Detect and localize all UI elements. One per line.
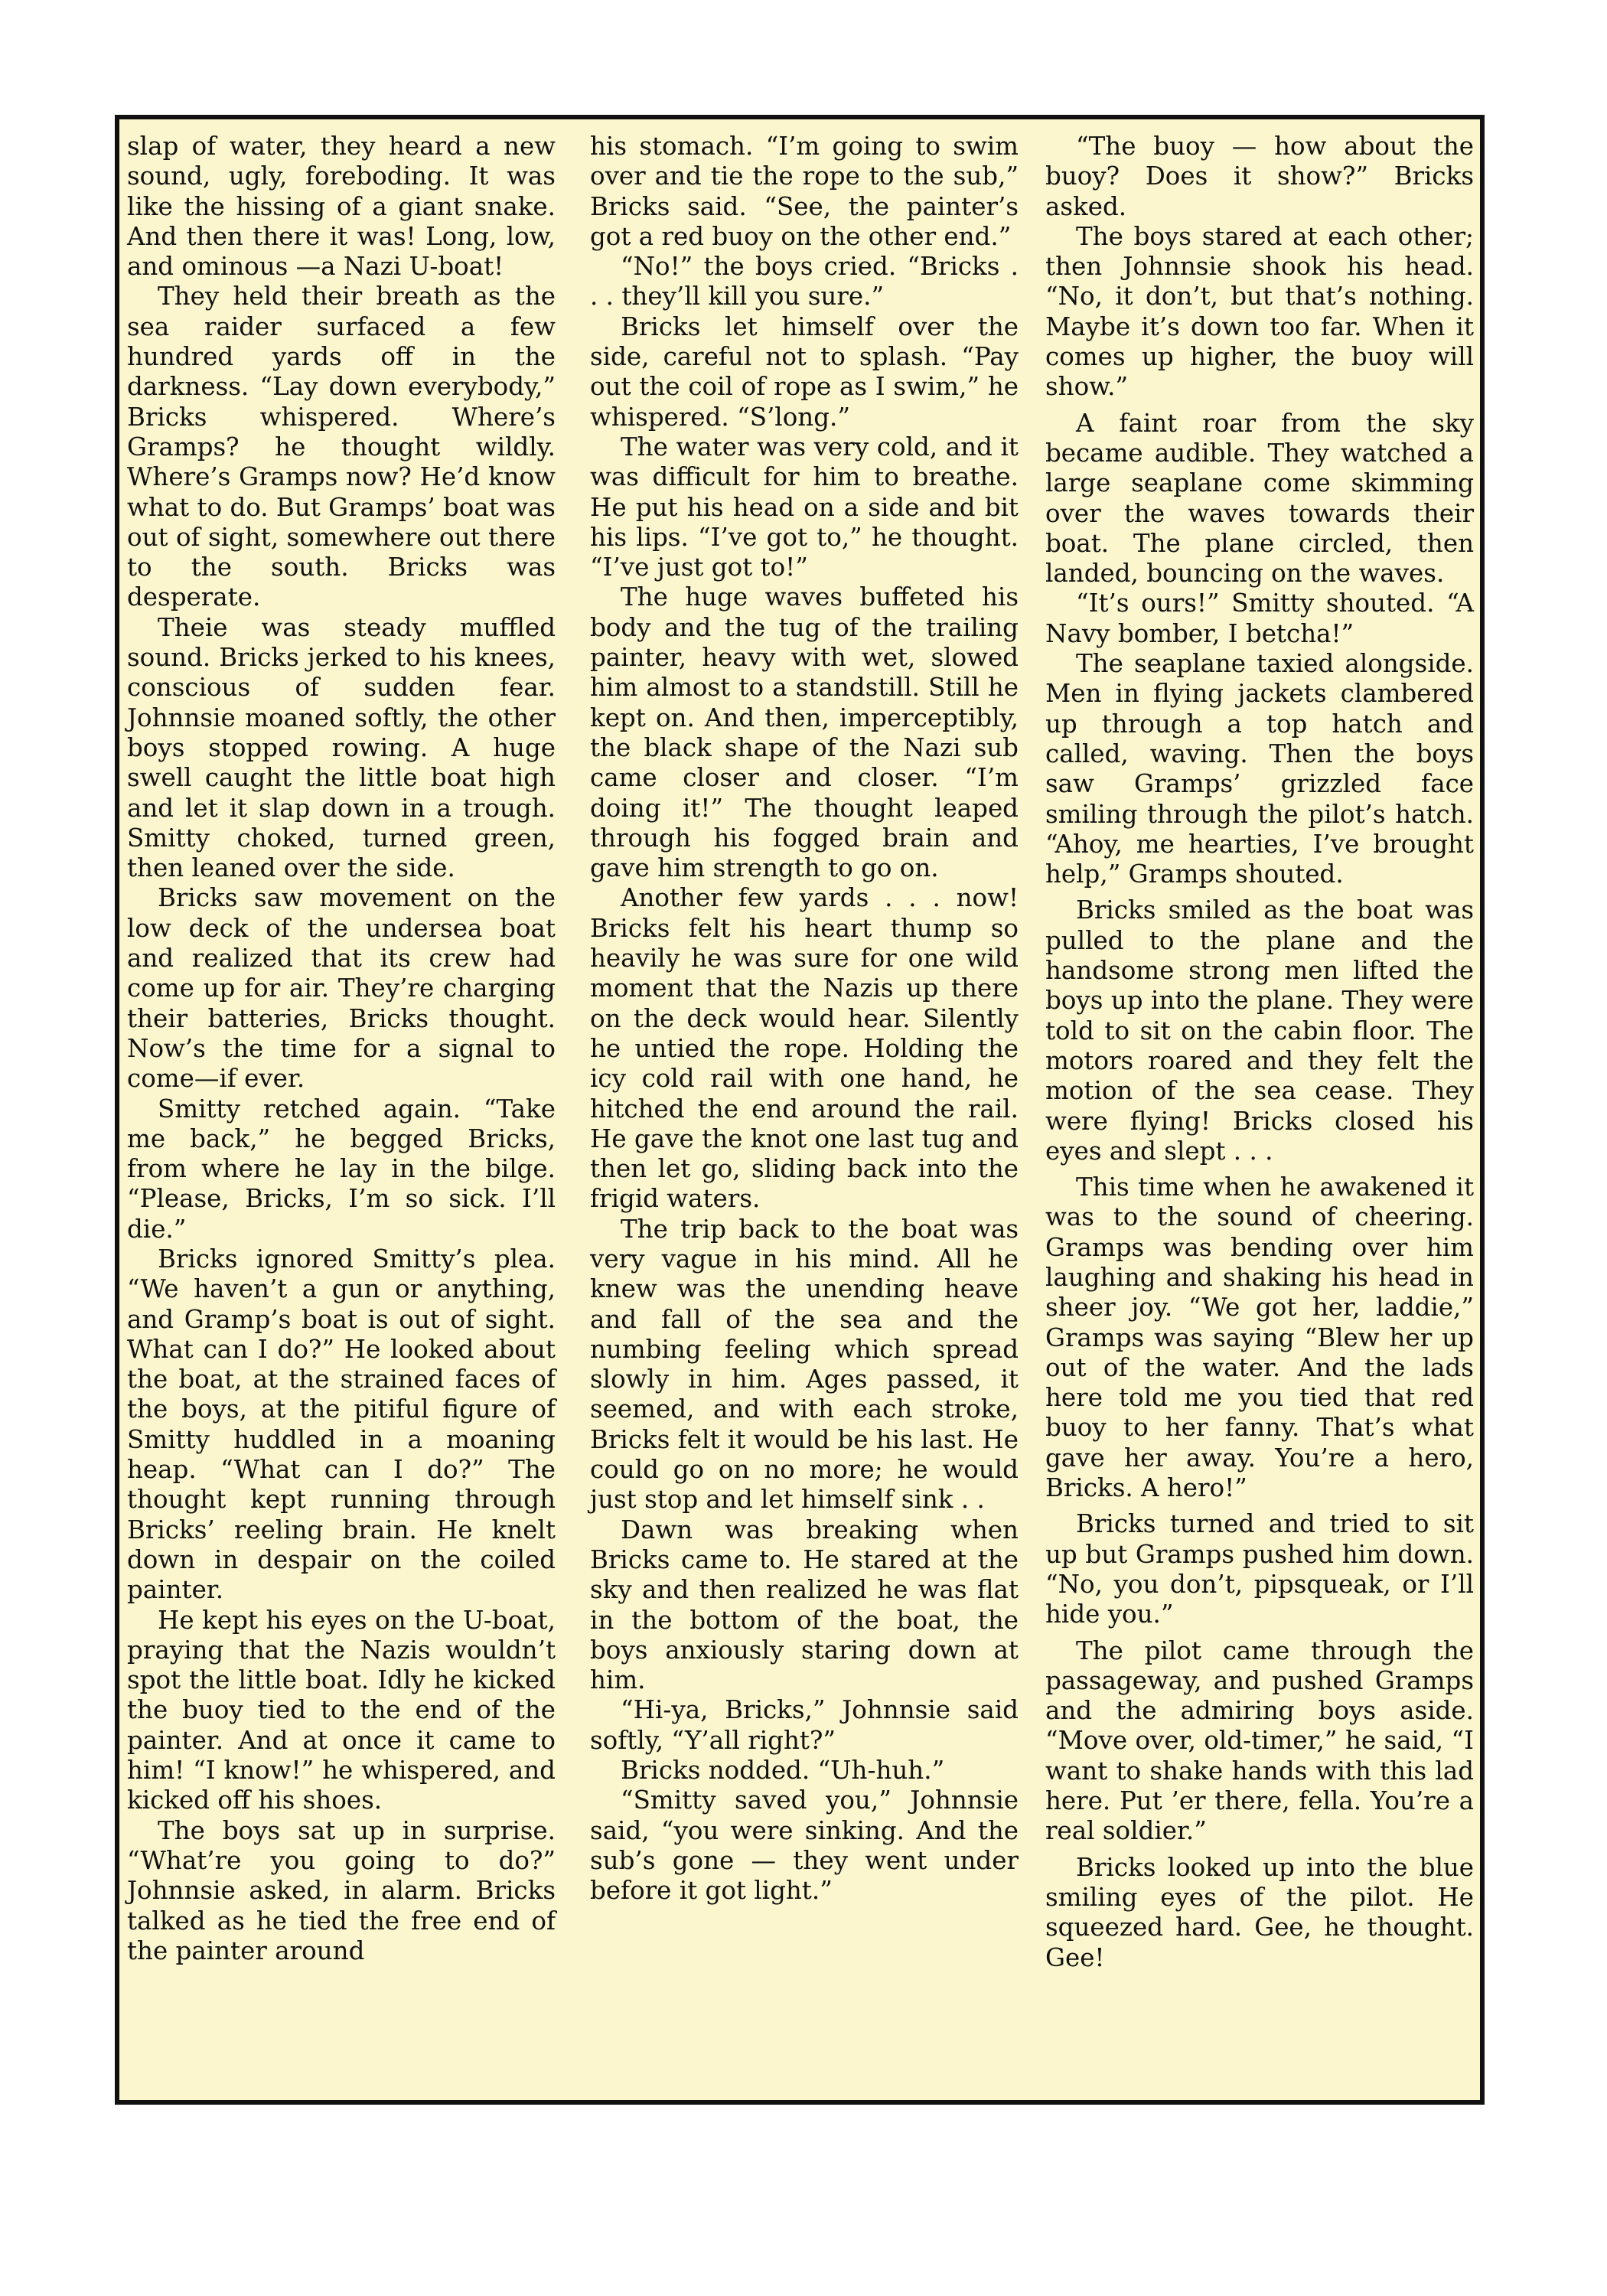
paragraph: Theie was steady muffled sound. Bricks jerked to his knees, conscious of sudden fear. Johnnsie moaned softly, the other boys stopped rowing. A huge swell caught the little boat high and let it slap down in a trough. Smitty choked, turned green, then leaned over the side.	[127, 612, 556, 883]
paragraph: The trip back to the boat was very vague in his mind. All he knew was the unending heave and fall of the sea and the numbing feeling which spread slowly in him. Ages passed, it seemed, and with each stroke, Bricks felt it would be his last. He could go on no more; he would just stop and let himself sink . .	[590, 1214, 1019, 1515]
text-column-3	[1045, 132, 1474, 1973]
paragraph: He kept his eyes on the U-boat, praying that the Nazis wouldn’t spot the little boat. Idly he kicked the buoy tied to the end of the painter. And at once it came to him! “I know!” he whispered, and kicked off his shoes.	[127, 1605, 556, 1815]
paragraph: slap of water, they heard a new sound, ugly, foreboding. It was like the hissing of a giant snake. And then there it was! Long, low, and ominous —a Nazi U-boat!	[127, 132, 556, 282]
paragraph: Bricks turned and tried to sit up but Gramps pushed him down. “No, you don’t, pipsqueak, or I’ll hide you.”	[1045, 1509, 1474, 1629]
paragraph: The water was very cold, and it was difficult for him to breathe. He put his head on a side and bit his lips. “I’ve got to,” he thought. “I’ve just got to!”	[590, 432, 1019, 582]
paragraph: Bricks let himself over the side, careful not to splash. “Pay out the coil of rope as I swim,” he whispered. “S’long.”	[590, 311, 1019, 432]
story-panel	[115, 115, 1485, 2105]
paragraph: The boys stared at each other; then Johnnsie shook his head. “No, it don’t, but that’s nothing. Maybe it’s down too far. When it comes up higher, the buoy will show.”	[1045, 221, 1474, 402]
paragraph: “Hi-ya, Bricks,” Johnnsie said softly, “Y’all right?”	[590, 1695, 1019, 1755]
paragraph: The huge waves buffeted his body and the tug of the trailing painter, heavy with wet, slowed him almost to a standstill. Still he kept on. And then, imperceptibly, the black shape of the Nazi sub came closer and closer. “I’m doing it!” The thought leaped through his fogged brain and gave him strength to go on.	[590, 582, 1019, 883]
paragraph: Bricks smiled as the boat was pulled to the plane and the handsome strong men lifted the boys up into the plane. They were told to sit on the cabin floor. The motors roared and they felt the motion of the sea cease. They were flying! Bricks closed his eyes and slept . . .	[1045, 895, 1474, 1166]
paragraph: Smitty retched again. “Take me back,” he begged Bricks, from where he lay in the bilge. “Please, Bricks, I’m so sick. I’ll die.”	[127, 1094, 556, 1244]
text-column-1	[127, 132, 556, 1966]
paragraph: This time when he awakened it was to the sound of cheering. Gramps was bending over him laughing and shaking his head in sheer joy. “We got her, laddie,” Gramps was saying “Blew her up out of the water. And the lads here told me you tied that red buoy to her fanny. That’s what gave her away. You’re a hero, Bricks. A hero!”	[1045, 1172, 1474, 1503]
paragraph: The boys sat up in surprise. “What’re you going to do?” Johnnsie asked, in alarm. Bricks talked as he tied the free end of the painter around	[127, 1815, 556, 1965]
paragraph: Dawn was breaking when Bricks came to. He stared at the sky and then realized he was flat in the bottom of the boat, the boys anxiously staring down at him.	[590, 1515, 1019, 1695]
paragraph: Bricks saw movement on the low deck of the undersea boat and realized that its crew had come up for air. They’re charging their batteries, Bricks thought. Now’s the time for a signal to come—if ever.	[127, 883, 556, 1094]
paragraph: “No!” the boys cried. “Bricks . . . they’ll kill you sure.”	[590, 252, 1019, 311]
paragraph: his stomach. “I’m going to swim over and tie the rope to the sub,” Bricks said. “See, the painter’s got a red buoy on the other end.”	[590, 132, 1019, 251]
paragraph: Bricks ignored Smitty’s plea. “We haven’t a gun or anything, and Gramp’s boat is out of sight. What can I do?” He looked about the boat, at the strained faces of the boys, at the pitiful figure of Smitty huddled in a moaning heap. “What can I do?” The thought kept running through Bricks’ reeling brain. He knelt down in despair on the coiled painter.	[127, 1244, 556, 1605]
paragraph: Another few yards . . . now! Bricks felt his heart thump so heavily he was sure for one wild moment that the Nazis up there on the deck would hear. Silently he untied the rope. Holding the icy cold rail with one hand, he hitched the end around the rail. He gave the knot one last tug and then let go, sliding back into the frigid waters.	[590, 883, 1019, 1214]
paragraph: “Smitty saved you,” Johnnsie said, “you were sinking. And the sub’s gone — they went under before it got light.”	[590, 1786, 1019, 1906]
paragraph: Bricks looked up into the blue smiling eyes of the pilot. He squeezed hard. Gee, he thought. Gee!	[1045, 1852, 1474, 1972]
paragraph: The seaplane taxied alongside. Men in flying jackets clambered up through a top hatch and called, waving. Then the boys saw Gramps’ grizzled face smiling through the pilot’s hatch. “Ahoy, me hearties, I’ve brought help,” Gramps shouted.	[1045, 649, 1474, 889]
paragraph: The pilot came through the passageway, and pushed Gramps and the admiring boys aside. “Move over, old-timer,” he said, “I want to shake hands with this lad here. Put ’er there, fella. You’re a real soldier.”	[1045, 1636, 1474, 1846]
paragraph: Bricks nodded. “Uh-huh.”	[621, 1756, 945, 1786]
paragraph: “It’s ours!” Smitty shouted. “A Navy bomber, I betcha!”	[1045, 589, 1474, 648]
paragraph: “The buoy — how about the buoy? Does it show?” Bricks asked.	[1045, 132, 1474, 221]
paragraph: They held their breath as the sea raider surfaced a few hundred yards off in the darkness. “Lay down everybody,” Bricks whispered. Where’s Gramps? he thought wildly. Where’s Gramps now? He’d know what to do. But Gramps’ boat was out of sight, somewhere out there to the south. Bricks was desperate.	[127, 282, 556, 612]
paragraph: A faint roar from the sky became audible. They watched a large seaplane come skimming over the waves towards their boat. The plane circled, then landed, bouncing on the waves.	[1045, 408, 1474, 589]
text-column-2	[590, 132, 1019, 1906]
